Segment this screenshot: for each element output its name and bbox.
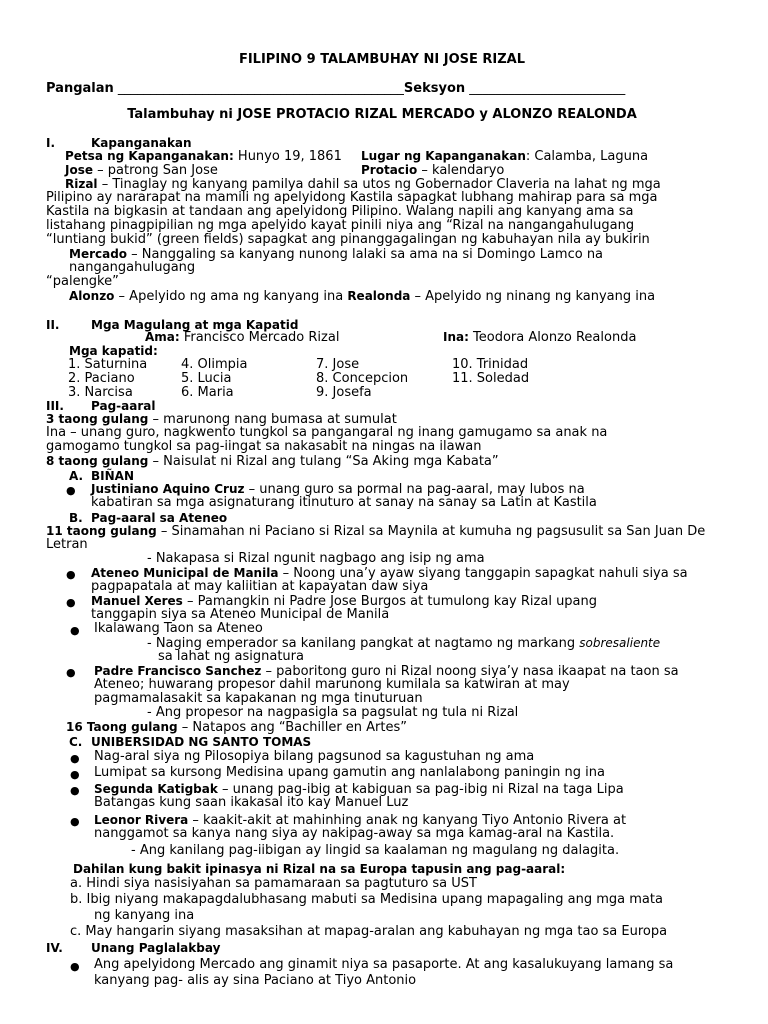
ina-value: Teodora Alonzo Realonda	[468, 330, 637, 345]
bullet-icon: ●	[70, 960, 80, 973]
section-blank[interactable]: ________________________	[469, 81, 626, 96]
sibling-item: 8. Concepcion	[316, 371, 409, 386]
sibling-item: 11. Soledad	[452, 371, 530, 386]
xeres-line-2: tanggapin siya sa Ateneo Municipal de Manila	[91, 607, 390, 622]
ateneo-text-1: – Noong una’y ayaw siyang tanggapin sapagkat nahuli siya sa	[278, 566, 688, 581]
age8-label: 8 taong gulang	[46, 454, 149, 468]
rizal-line-2: Pilipino ay nararapat na mamili ng apelyidong Kastila sapagkat lubhang mahirap para sa mga	[46, 190, 658, 205]
bullet-icon: ●	[66, 484, 76, 497]
leonor-line-2: nanggamot sa kanya nang siya ay nakipag-away sa mga kamag-aral na Kastila.	[94, 826, 615, 841]
sibling-item: 7. Jose	[316, 357, 360, 372]
birthplace-label: Lugar ng Kapanganakan	[361, 149, 526, 163]
bullet-icon: ●	[70, 815, 80, 828]
sobresaliente-term: sobresaliente	[579, 636, 661, 650]
sibling-item: 10. Trinidad	[452, 357, 529, 372]
mercado-line-2: nangangahulugang	[69, 260, 196, 275]
dahilan-b-line-1: b. Ibig niyang makapagdalubhasang mabuti sa Medisina upang mapagaling ang mga mata	[70, 892, 663, 907]
ina-line	[443, 330, 636, 346]
birthdate-value: Hunyo 19, 1861	[233, 149, 342, 164]
age11-text-1: – Sinamahan ni Paciano si Rizal sa Maynila at kumuha ng pagsusulit sa San Juan De	[156, 524, 706, 539]
ama-line	[145, 330, 339, 346]
realonda-label: Realonda	[347, 289, 411, 303]
s1-number: I.	[46, 136, 56, 150]
dahilan-c: c. May hangarin siyang masaksihan at mapag-aralan ang kabuhayan ng mga tao sa Europa	[70, 924, 668, 939]
nakapasa-line: - Nakapasa si Rizal ngunit nagbago ang isip ng ama	[147, 551, 485, 566]
dahilan-b-line-2: ng kanyang ina	[94, 908, 195, 923]
age3-value: – marunong nang bumasa at sumulat	[148, 412, 397, 427]
bullet-icon: ●	[70, 768, 80, 781]
sibling-item: 9. Josefa	[316, 385, 372, 400]
sibling-item: 2. Paciano	[68, 371, 135, 386]
sibling-item: 1. Saturnina	[68, 357, 148, 372]
paglalakbay-line-1: Ang apelyidong Mercado ang ginamit niya sa pasaporte. At ang kasalukuyang lamang sa	[94, 957, 674, 972]
leonor-text-1: – kaakit-akit at mahinhing anak ng kanyang Tiyo Antonio Rivera at	[188, 813, 627, 828]
name-label: Pangalan	[46, 81, 114, 96]
s3-heading: Pag-aaral	[91, 399, 156, 413]
s3-number: III.	[46, 399, 64, 413]
sanchez-line-2: Ateneo; huwarang propesor dahil marunong kumilala sa katwiran at may	[94, 677, 570, 692]
sanchez-line-3: pagmamalasakit sa kapakanan ng mga tinuturuan	[94, 691, 423, 706]
document-subtitle: Talambuhay ni JOSE PROTACIO RIZAL MERCADO y ALONZO REALONDA	[127, 107, 637, 122]
mercado-text-1: – Nanggaling sa kanyang nunong lalaki sa ama na si Domingo Lamco na	[127, 247, 604, 262]
dahilan-heading: Dahilan kung bakit ipinasya ni Rizal na sa Europa tapusin ang pag-aaral:	[73, 862, 566, 876]
jose-label: Jose	[65, 163, 93, 177]
bullet-icon: ●	[66, 596, 76, 609]
sibling-item: 6. Maria	[181, 385, 234, 400]
sanchez-text-1: – paboritong guro ni Rizal noong siya’y nasa ikaapat na taon sa	[261, 664, 679, 679]
sibling-item: 4. Olimpia	[181, 357, 248, 372]
alonzo-line	[69, 289, 655, 305]
justiniano-line-2: kabatiran sa mga asignaturang itinuturo at sanay na sanay sa Latin at Kastila	[91, 495, 597, 510]
ateneo-line-2: pagpapatala at may kaliitian at kapayatan daw siya	[91, 579, 429, 594]
ust-item-1: Nag-aral siya ng Pilosopiya bilang pagsunod sa kagustuhan ng ama	[94, 749, 535, 764]
document-title: FILIPINO 9 TALAMBUHAY NI JOSE RIZAL	[238, 52, 526, 67]
mercado-label: Mercado	[69, 247, 128, 261]
s4-heading: Unang Paglalakbay	[91, 941, 221, 955]
leonor-label: Leonor Rivera	[94, 813, 189, 827]
birthdate-label: Petsa ng Kapanganakan:	[65, 149, 234, 163]
bullet-icon: ●	[70, 624, 80, 637]
age16-line	[66, 720, 407, 736]
rizal-line-3: Kastila na bigkasin at tandaan ang apelyidong Pilipino. Walang napili ang kanyang ama sa	[46, 204, 634, 219]
katigbak-label: Segunda Katigbak	[94, 782, 218, 796]
name-section-line	[46, 82, 625, 97]
siblings-label: Mga kapatid:	[69, 344, 158, 358]
age8-value: – Naisulat ni Rizal ang tulang “Sa Aking mga Kabata”	[148, 454, 499, 469]
sibling-item: 5. Lucia	[181, 371, 232, 386]
subsection-b-letter: B.	[69, 511, 83, 525]
subsection-a-title: BIÑAN	[91, 469, 134, 483]
rizal-text-1: – Tinaglay ng kanyang pamilya dahil sa utos ng Gobernador Claveria na lahat ng mga	[97, 177, 661, 192]
s4-number: IV.	[46, 941, 63, 955]
bullet-icon: ●	[70, 752, 80, 765]
bullet-icon: ●	[70, 784, 80, 797]
dahilan-a: a. Hindi siya nasisiyahan sa pamamaraan sa pagtuturo sa UST	[70, 876, 477, 891]
age11-label: 11 taong gulang	[46, 524, 157, 538]
ama-label: Ama:	[145, 330, 180, 344]
ina-teacher-line-1: Ina – unang guro, nagkwento tungkol sa pangangaral ng inang gamugamo sa anak na	[46, 425, 608, 440]
xeres-label: Manuel Xeres	[91, 594, 183, 608]
sibling-item: 3. Narcisa	[68, 385, 133, 400]
jose-value: – patrong San Jose	[93, 163, 218, 178]
justiniano-label: Justiniano Aquino Cruz	[91, 482, 245, 496]
age16-label: 16 Taong gulang	[66, 720, 178, 734]
mercado-line-3: “palengke”	[46, 274, 119, 289]
xeres-text-1: – Pamangkin ni Padre Jose Burgos at tumulong kay Rizal upang	[182, 594, 598, 609]
protacio-value: – kalendaryo	[417, 163, 505, 178]
realonda-value: – Apelyido ng ninang ng kanyang ina	[410, 289, 656, 304]
ama-value: Francisco Mercado Rizal	[179, 330, 340, 345]
sanchez-label: Padre Francisco Sanchez	[94, 664, 262, 678]
katigbak-text-1: – unang pag-ibig at kabiguan sa pag-ibig ni Rizal na taga Lipa	[217, 782, 624, 797]
age11-line-1	[46, 524, 705, 540]
alonzo-value: – Apelyido ng ama ng kanyang ina	[114, 289, 348, 304]
katigbak-line-2: Batangas kung saan ikakasal ito kay Manuel Luz	[94, 795, 409, 810]
emperador-line-2: sa lahat ng asignatura	[158, 649, 304, 664]
ust-item-2: Lumipat sa kursong Medisina upang gamutin ang nanlalabong paningin ng ina	[94, 765, 605, 780]
lingid-line: - Ang kanilang pag-iibigan ay lingid sa kaalaman ng magulang ng dalagita.	[131, 843, 620, 858]
subsection-a-letter: A.	[69, 469, 84, 483]
paglalakbay-line-2: kanyang pag- alis ay sina Paciano at Tiyo Antonio	[94, 973, 417, 988]
ina-label: Ina:	[443, 330, 469, 344]
subsection-c-title: UNIBERSIDAD NG SANTO TOMAS	[91, 735, 312, 749]
alonzo-label: Alonzo	[69, 289, 115, 303]
s2-number: II.	[46, 318, 60, 332]
bullet-icon: ●	[66, 666, 76, 679]
age16-value: – Natapos ang “Bachiller en Artes”	[177, 720, 408, 735]
age3-label: 3 taong gulang	[46, 412, 149, 426]
ikalawang-taon-line: Ikalawang Taon sa Ateneo	[94, 621, 263, 636]
s2-heading: Mga Magulang at mga Kapatid	[91, 318, 299, 332]
ateneo-label: Ateneo Municipal de Manila	[91, 566, 279, 580]
section-label: Seksyon	[403, 81, 466, 96]
ina-teacher-line-2: gamogamo tungkol sa pag-iingat sa nakasabit na ningas na ilawan	[46, 439, 482, 454]
s1-heading: Kapanganakan	[91, 136, 192, 150]
birthplace-value: : Calamba, Laguna	[525, 149, 649, 164]
age8-line	[46, 454, 499, 470]
name-blank[interactable]: ____________________________________________	[117, 81, 404, 96]
rizal-label: Rizal	[65, 177, 98, 191]
protacio-label: Protacio	[361, 163, 418, 177]
subsection-b-title: Pag-aaral sa Ateneo	[91, 511, 228, 525]
emperador-text-1: - Naging emperador sa kanilang pangkat at nagtamo ng markang	[147, 636, 580, 651]
justiniano-text-1: – unang guro sa pormal na pag-aaral, may lubos na	[244, 482, 585, 497]
age11-line-2: Letran	[46, 537, 88, 552]
rizal-line-4: listahang pinagpipilian ng mga apelyido kayat pinili niya ang “Rizal na nangangahulugang	[46, 218, 635, 233]
rizal-line-5: “luntiang bukid” (green fields) sapagkat ang pinanggagalingan ng kabuhayan nila ay bukirin	[46, 232, 650, 247]
bullet-icon: ●	[66, 568, 76, 581]
propesor-line: - Ang propesor na nagpasigla sa pagsulat ng tula ni Rizal	[147, 705, 519, 720]
subsection-c-letter: C.	[69, 735, 83, 749]
